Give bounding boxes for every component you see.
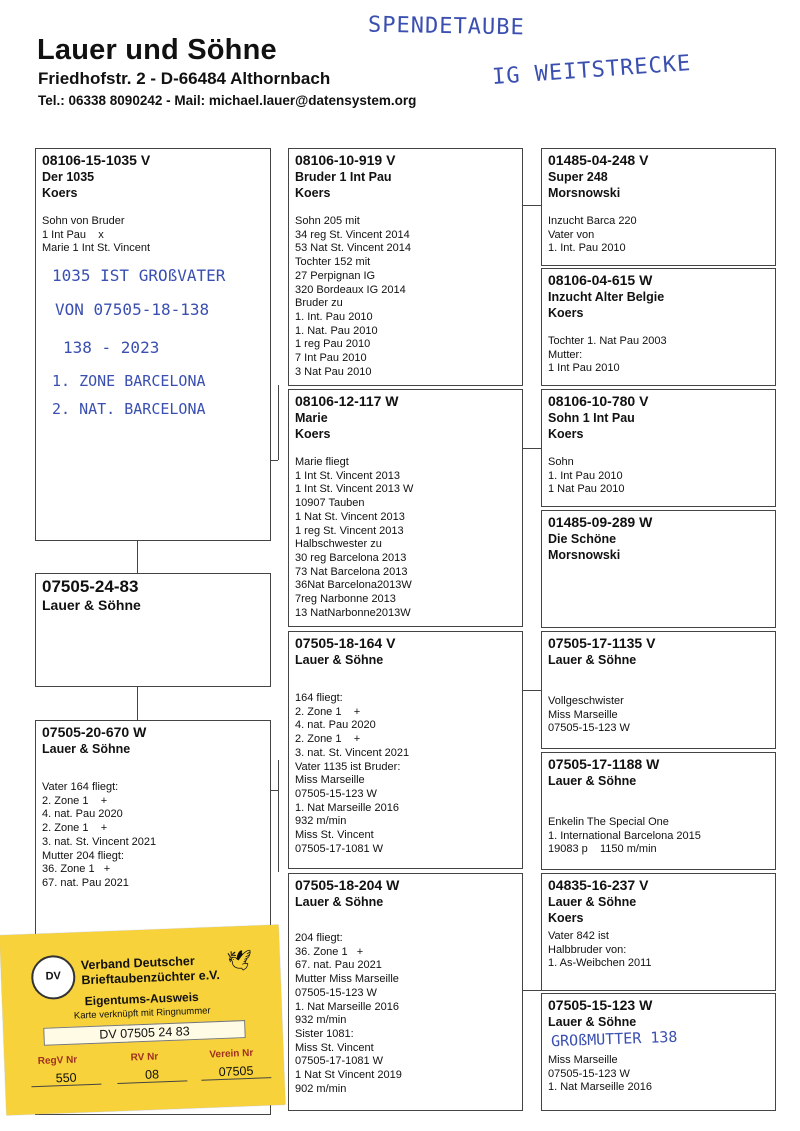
sds-breeder: Koers [548,427,584,441]
card-ring-number: DV 07505 24 83 [43,1020,246,1046]
dd-name: Lauer & Söhne [295,895,384,909]
connector-sire-v [278,385,279,460]
sd-info: Marie fliegt 1 Int St. Vincent 2013 1 Int St. Vincent 2013 W 10907 Tauben 1 Nat St. Vincent 2013 1 reg St. Vincent 2013 Halbschwester zu 30 reg Barcelona 2013 73 Nat Barcelona 2013 36Nat Barcelona2013W 7reg Narbonne 2013 13 NatNarbonne2013W [295,456,414,619]
dd-info: 204 fliegt: 36. Zone 1 + 67. nat. Pau 2021 Mutter Miss Marseille 07505-15-123 W 1. Nat Marseille 2016 932 m/min Sister 1081: Miss St. Vincent 07505-17-1081 W 1 Nat St Vincent 2019 902 m/min [295,932,402,1095]
connector-sire [270,460,278,461]
dam-info: Vater 164 fliegt: 2. Zone 1 + 4. nat. Pau 2020 2. Zone 1 + 3. nat. St. Vincent 2021 Mutter 204 fliegt: 36. Zone 1 + 67. nat. Pau 2021 [42,781,157,889]
granddam-maternal-box [288,873,523,1111]
dss-info: Vollgeschwister Miss Marseille 07505-15-123 W [548,695,630,735]
grandsire-maternal-box [288,631,523,869]
ggp-dds-box [541,873,776,991]
dds-ring: 04835-16-237 V [548,877,649,893]
sire-ring: 08106-15-1035 V [42,152,151,168]
breeder-address: Friedhofstr. 2 - D-66484 Althornbach [38,69,331,88]
ddd-name: Lauer & Söhne [548,1015,637,1029]
ss-ring: 08106-10-919 V [295,152,396,168]
card-organisation [81,953,221,988]
ggp-sss-box [541,148,776,266]
card-rv-value: 08 [117,1066,188,1084]
ss-name: Bruder 1 Int Pau [295,170,392,184]
ggp-dss-box [541,631,776,749]
ssd-name: Inzucht Alter Belgie [548,290,665,304]
ggp-ssd-box [541,268,776,386]
card-regv-label: RegV Nr [37,1054,78,1068]
handwritten-note-line: 1. ZONE BARCELONA [52,372,206,390]
ggp-sdd-box [541,510,776,628]
connector-dam [270,790,278,791]
breeder-contact: Tel.: 06338 8090242 - Mail: michael.lauer@datensystem.org [38,93,417,108]
ds-ring: 07505-18-164 V [295,635,396,651]
association-logo-icon: DV [30,955,76,1001]
ds-info: 164 fliegt: 2. Zone 1 + 4. nat. Pau 2020 2. Zone 1 + 3. nat. St. Vincent 2021 Vater 1135 ist Bruder: Miss Marseille 07505-15-123 W 1. Nat Marseille 2016 932 m/min Miss St. Vincent 07505-17-1081 W [295,692,410,855]
sire-info: Sohn von Bruder 1 Int Pau x Marie 1 Int St. Vincent [42,215,151,255]
card-org-line: Brieftaubenzüchter e.V. [81,968,221,988]
card-subtitle: Karte verknüpft mit Ringnummer [73,1005,211,1022]
dsd-ring: 07505-17-1188 W [548,756,660,772]
handwritten-note-line: 2. NAT. BARCELONA [52,400,206,418]
connector-sd [522,448,542,449]
card-verein-label: Verein Nr [209,1047,254,1061]
dam-name: Lauer & Söhne [42,742,131,756]
sire-name: Der 1035 [42,170,95,184]
ggp-ddd-box [541,993,776,1111]
sdd-breeder: Morsnowski [548,548,621,562]
pigeon-icon: 🕊 [226,949,253,973]
handwritten-note-line: 1035 IST GROßVATER [52,266,226,285]
dds-name: Lauer & Söhne [548,895,637,909]
granddam-paternal-box [288,389,523,627]
handwritten-note-line: VON 07505-18-138 [55,300,210,319]
ssd-breeder: Koers [548,306,584,320]
connector-ds [522,690,542,691]
ssd-ring: 08106-04-615 W [548,272,653,288]
handwritten-ig-note: IG WEITSTRECKE [491,51,693,90]
sds-info: Sohn 1. Int Pau 2010 1 Nat Pau 2010 [548,456,625,496]
ss-info: Sohn 205 mit 34 reg St. Vincent 2014 53 Nat St. Vincent 2014 Tochter 152 mit 27 Perpignan IG 320 Bordeaux IG 2014 Bruder zu 1. Int. Pau 2010 1. Nat. Pau 2010 1 reg Pau 2010 7 Int Pau 2010 3 Nat Pau 2010 [295,215,411,378]
sss-ring: 01485-04-248 V [548,152,649,168]
sss-breeder: Morsnowski [548,186,621,200]
sdd-ring: 01485-09-289 W [548,514,653,530]
sss-info: Inzucht Barca 220 Vater von 1. Int. Pau 2010 [548,215,637,255]
sire-breeder: Koers [42,186,78,200]
dds-info: Vater 842 ist Halbbruder von: 1. As-Weibchen 2011 [548,930,652,970]
sdd-name: Die Schöne [548,532,617,546]
dsd-info: Enkelin The Special One 1. International Barcelona 2015 19083 p 1150 m/min [548,816,701,856]
sds-name: Sohn 1 Int Pau [548,411,635,425]
handwritten-donation-note: SPENDETAUBE [367,12,525,41]
ggp-dsd-box [541,752,776,870]
breeder-title: Lauer und Söhne [37,34,277,66]
connector-sire-dam [137,540,138,574]
grandsire-paternal-box [288,148,523,386]
dsd-name: Lauer & Söhne [548,774,637,788]
connector-dam-v [278,760,279,872]
card-title: Eigentums-Ausweis [84,989,199,1009]
card-regv-value: 550 [31,1070,102,1088]
subject-box [35,573,271,687]
dss-ring: 07505-17-1135 V [548,635,656,651]
sds-ring: 08106-10-780 V [548,393,649,409]
handwritten-note-line: 138 - 2023 [63,338,160,357]
dss-name: Lauer & Söhne [548,653,637,667]
sd-ring: 08106-12-117 W [295,393,399,409]
card-rv-label: RV Nr [130,1051,159,1064]
connector-ss [522,205,542,206]
dam-ring: 07505-20-670 W [42,724,147,740]
card-org-line: Verband Deutscher [80,953,195,973]
ssd-info: Tochter 1. Nat Pau 2003 Mutter: 1 Int Pau 2010 [548,335,667,375]
ddd-ring: 07505-15-123 W [548,997,653,1013]
handwritten-grandmother-note: GROßMUTTER 138 [550,1027,678,1051]
dd-ring: 07505-18-204 W [295,877,400,893]
dds-breeder: Koers [548,911,584,925]
connector-subject-dam [137,686,138,720]
sd-name: Marie [295,411,328,425]
ddd-info: Miss Marseille 07505-15-123 W 1. Nat Marseille 2016 [548,1054,652,1094]
ggp-sds-box [541,389,776,507]
sss-name: Super 248 [548,170,608,184]
sd-breeder: Koers [295,427,331,441]
ownership-card [0,925,285,1116]
connector-dd [522,990,542,991]
ss-breeder: Koers [295,186,331,200]
ds-name: Lauer & Söhne [295,653,384,667]
subject-name: Lauer & Söhne [42,597,141,613]
subject-ring: 07505-24-83 [42,577,139,596]
card-verein-value: 07505 [201,1063,272,1081]
